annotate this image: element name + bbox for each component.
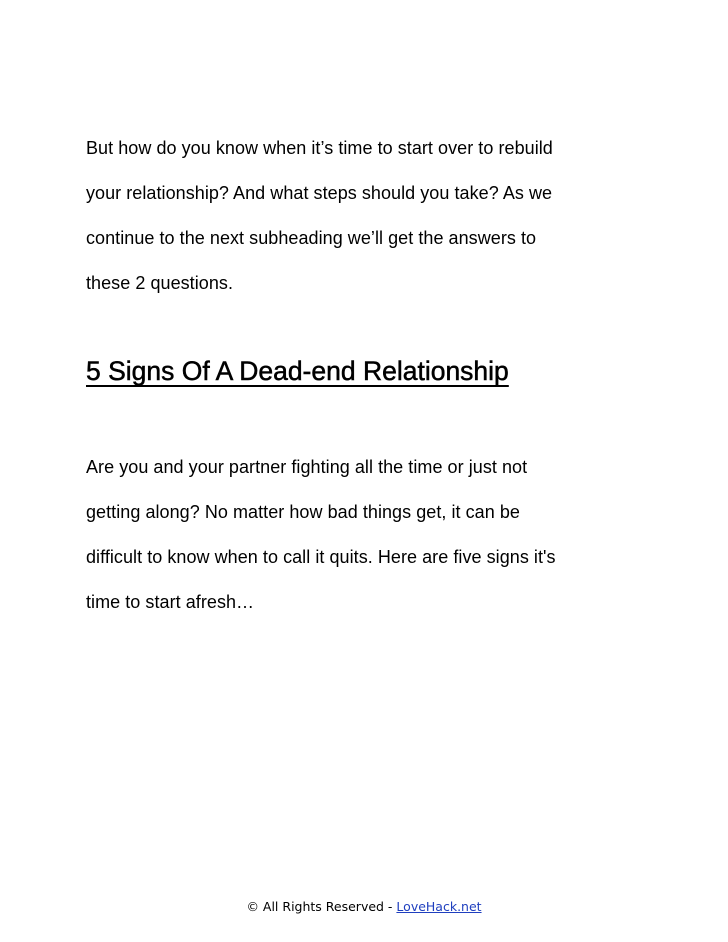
site-link[interactable]: LoveHack.net	[396, 899, 482, 914]
paragraph-line: But how do you know when it’s time to start over to rebuild	[86, 138, 553, 158]
section-paragraph	[86, 445, 666, 625]
paragraph-line: these 2 questions.	[86, 273, 234, 293]
paragraph-line: time to start afresh…	[86, 592, 255, 612]
paragraph-line: continue to the next subheading we’ll get the answers to	[86, 228, 537, 248]
section-heading: 5 Signs Of A Dead-end Relationship	[86, 356, 509, 386]
paragraph-line: Are you and your partner fighting all the time or just not	[86, 457, 528, 477]
paragraph-line: difficult to know when to call it quits. Here are five signs it's	[86, 547, 556, 567]
copyright-text: © All Rights Reserved -	[246, 899, 397, 914]
paragraph-line: getting along? No matter how bad things get, it can be	[86, 502, 520, 522]
intro-paragraph	[86, 126, 666, 306]
page-footer	[0, 896, 728, 918]
paragraph-line: your relationship? And what steps should you take? As we	[86, 183, 553, 203]
